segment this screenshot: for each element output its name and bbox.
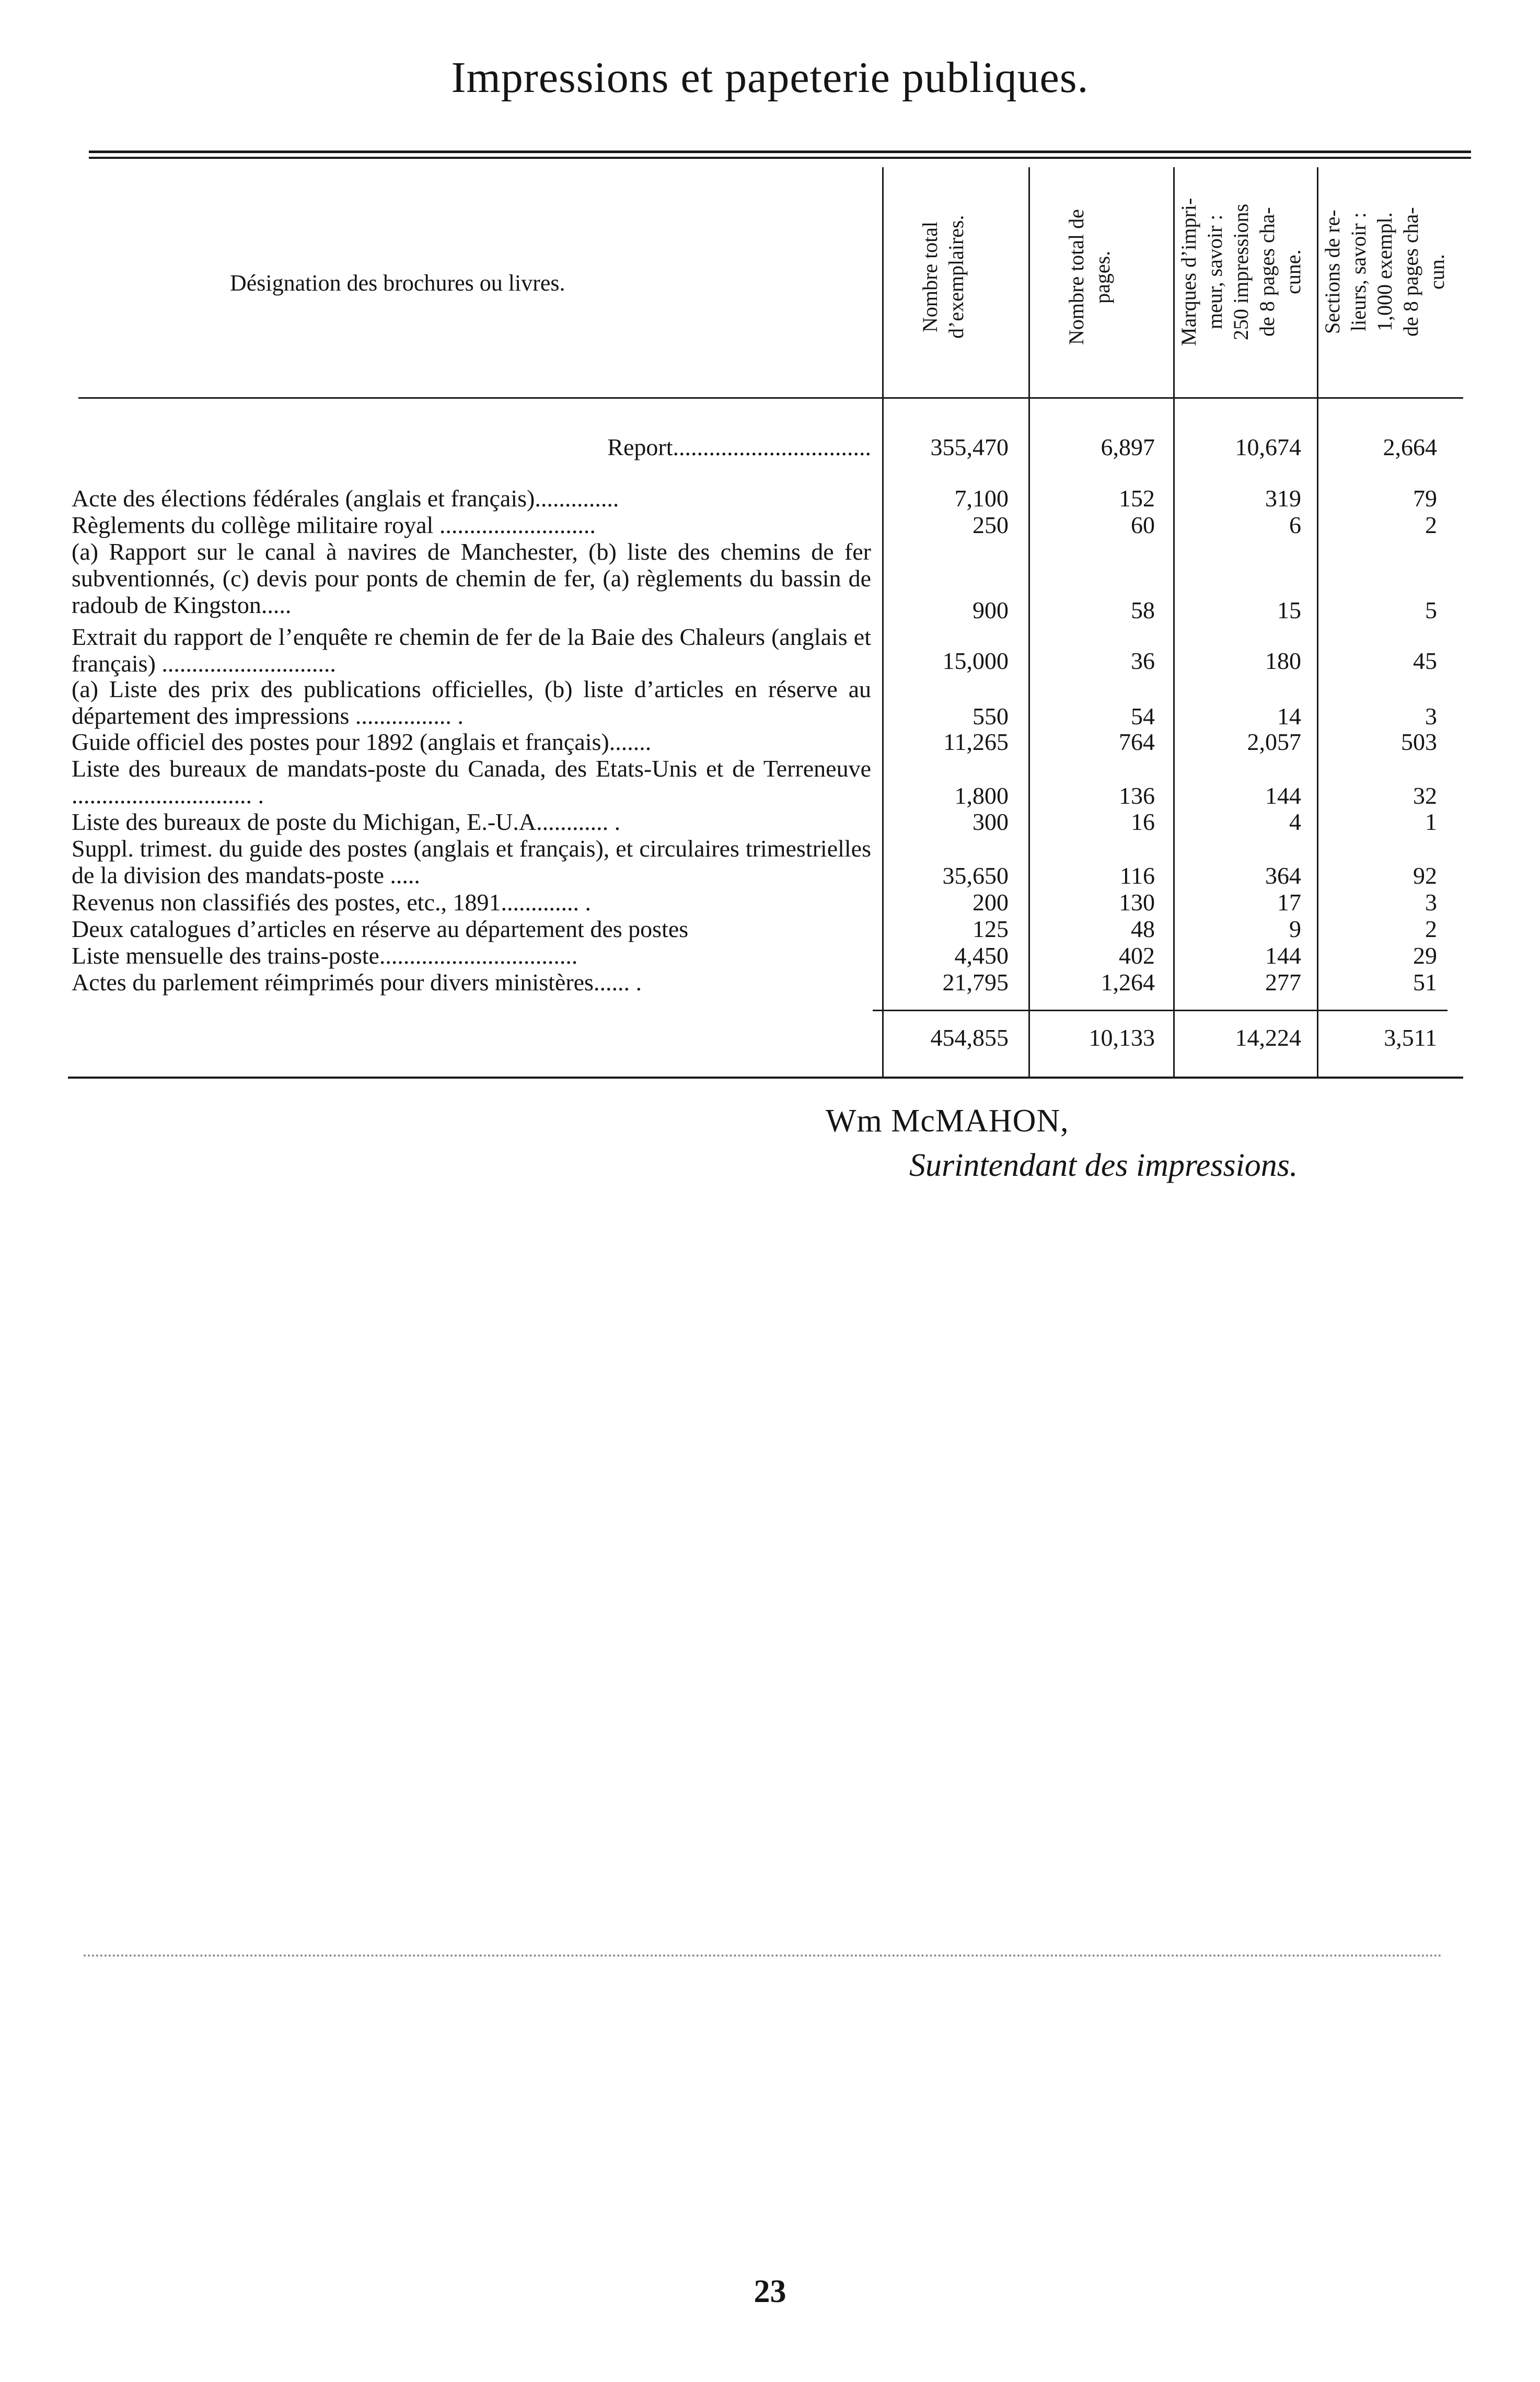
cell-copies: 4,450: [954, 942, 1009, 969]
total-sections: 3,511: [1384, 1024, 1437, 1051]
cell-copies: 200: [972, 889, 1009, 916]
header-rule: [78, 397, 1463, 399]
row-description: Règlements du collège militaire royal ..........................: [72, 512, 596, 538]
cell-marks: 319: [1265, 485, 1301, 512]
cell-copies: 355,470: [930, 434, 1009, 460]
cell-pages: 152: [1119, 485, 1155, 512]
cell-marks: 2,057: [1247, 729, 1301, 755]
row-description: Deux catalogues d’articles en réserve au département des postes: [72, 916, 689, 942]
total-copies: 454,855: [930, 1024, 1009, 1051]
cell-copies: 300: [972, 808, 1009, 835]
row-description: Revenus non classifiés des postes, etc., 1891............. .: [72, 889, 591, 916]
cell-marks: 14: [1277, 703, 1301, 730]
table-bottom-rule: [68, 1077, 1463, 1079]
cell-marks: 9: [1289, 916, 1301, 942]
row-description: Report.................................: [607, 434, 871, 460]
cell-copies: 15,000: [942, 647, 1009, 674]
cell-pages: 764: [1119, 729, 1155, 755]
cell-pages: 54: [1131, 703, 1155, 730]
row-description: Actes du parlement réimprimés pour divers ministères...... .: [72, 969, 642, 996]
cell-sections: 2,664: [1383, 434, 1437, 460]
totals-rule: [873, 1010, 1448, 1011]
cell-copies: 1,800: [954, 782, 1009, 809]
cell-sections: 32: [1413, 782, 1437, 809]
col2-header: Nombre total de pages.: [1064, 209, 1114, 345]
cell-sections: 45: [1413, 647, 1437, 674]
cell-marks: 180: [1265, 647, 1301, 674]
cell-pages: 60: [1131, 512, 1155, 538]
cell-marks: 144: [1265, 942, 1301, 969]
cell-sections: 503: [1401, 729, 1437, 755]
cell-marks: 15: [1277, 597, 1301, 623]
cell-sections: 51: [1413, 969, 1437, 996]
top-rule: [89, 151, 1471, 153]
cell-copies: 250: [972, 512, 1009, 538]
cell-pages: 16: [1131, 808, 1155, 835]
cell-pages: 130: [1119, 889, 1155, 916]
cell-pages: 116: [1119, 862, 1155, 889]
row-description: (a) Liste des prix des publications officielles, (b) liste d’articles en réserve au département des impressions ................ .: [72, 676, 871, 729]
col4-header: Sections de re- lieurs, savoir : 1,000 exempl. de 8 pages cha- cun.: [1321, 207, 1449, 337]
cell-sections: 79: [1413, 485, 1437, 512]
row-description: Liste des bureaux de mandats-poste du Canada, des Etats-Unis et de Terreneuve .............................. .: [72, 755, 871, 808]
cell-pages: 58: [1131, 597, 1155, 623]
total-pages: 10,133: [1089, 1024, 1155, 1051]
cell-copies: 125: [972, 916, 1009, 942]
col3-header: Marques d’impri- meur, savoir : 250 impressions de 8 pages cha- cune.: [1177, 198, 1305, 346]
cell-sections: 29: [1413, 942, 1437, 969]
cell-marks: 6: [1289, 512, 1301, 538]
cell-copies: 550: [972, 703, 1009, 730]
page-number: 23: [754, 2274, 786, 2309]
signature-name: Wm McMAHON,: [826, 1103, 1069, 1139]
dotted-divider: [84, 1955, 1442, 1957]
cell-sections: 5: [1425, 597, 1437, 623]
page-title: Impressions et papeterie publiques.: [451, 53, 1089, 102]
cell-sections: 3: [1425, 703, 1437, 730]
cell-marks: 17: [1277, 889, 1301, 916]
cell-marks: 364: [1265, 862, 1301, 889]
cell-marks: 4: [1289, 808, 1301, 835]
cell-sections: 2: [1425, 916, 1437, 942]
cell-marks: 144: [1265, 782, 1301, 809]
cell-marks: 277: [1265, 969, 1301, 996]
row-description: Acte des élections fédérales (anglais et français)..............: [72, 485, 619, 512]
cell-sections: 2: [1425, 512, 1437, 538]
cell-pages: 36: [1131, 647, 1155, 674]
cell-sections: 3: [1425, 889, 1437, 916]
row-description: Suppl. trimest. du guide des postes (anglais et français), et circulaires trimestrielles de la division des mandats-poste .....: [72, 835, 871, 888]
cell-pages: 136: [1119, 782, 1155, 809]
signature-role: Surintendant des impressions.: [909, 1148, 1298, 1183]
total-marks: 14,224: [1235, 1024, 1301, 1051]
row-description: Liste des bureaux de poste du Michigan, E.-U.A............ .: [72, 808, 621, 835]
cell-pages: 6,897: [1101, 434, 1155, 460]
col1-header: Nombre total d’exemplaires.: [918, 215, 968, 339]
row-description: (a) Rapport sur le canal à navires de Manchester, (b) liste des chemins de fer subventionnés, (c) devis pour ponts de chemin de fer, (a) règlements du bassin de radoub de Kingston.....: [72, 538, 871, 618]
row-description: Liste mensuelle des trains-poste.................................: [72, 942, 578, 969]
designation-header: Désignation des brochures ou livres.: [230, 270, 565, 296]
cell-pages: 1,264: [1101, 969, 1155, 996]
cell-pages: 48: [1131, 916, 1155, 942]
cell-copies: 900: [972, 597, 1009, 623]
row-description: Guide officiel des postes pour 1892 (anglais et français).......: [72, 729, 652, 755]
cell-sections: 92: [1413, 862, 1437, 889]
cell-sections: 1: [1425, 808, 1437, 835]
cell-marks: 10,674: [1235, 434, 1301, 460]
cell-copies: 11,265: [943, 729, 1009, 755]
cell-copies: 7,100: [954, 485, 1009, 512]
cell-copies: 35,650: [942, 862, 1009, 889]
row-description: Extrait du rapport de l’enquête re chemin de fer de la Baie des Chaleurs (anglais et français) .............................: [72, 623, 871, 677]
cell-copies: 21,795: [942, 969, 1009, 996]
cell-pages: 402: [1119, 942, 1155, 969]
